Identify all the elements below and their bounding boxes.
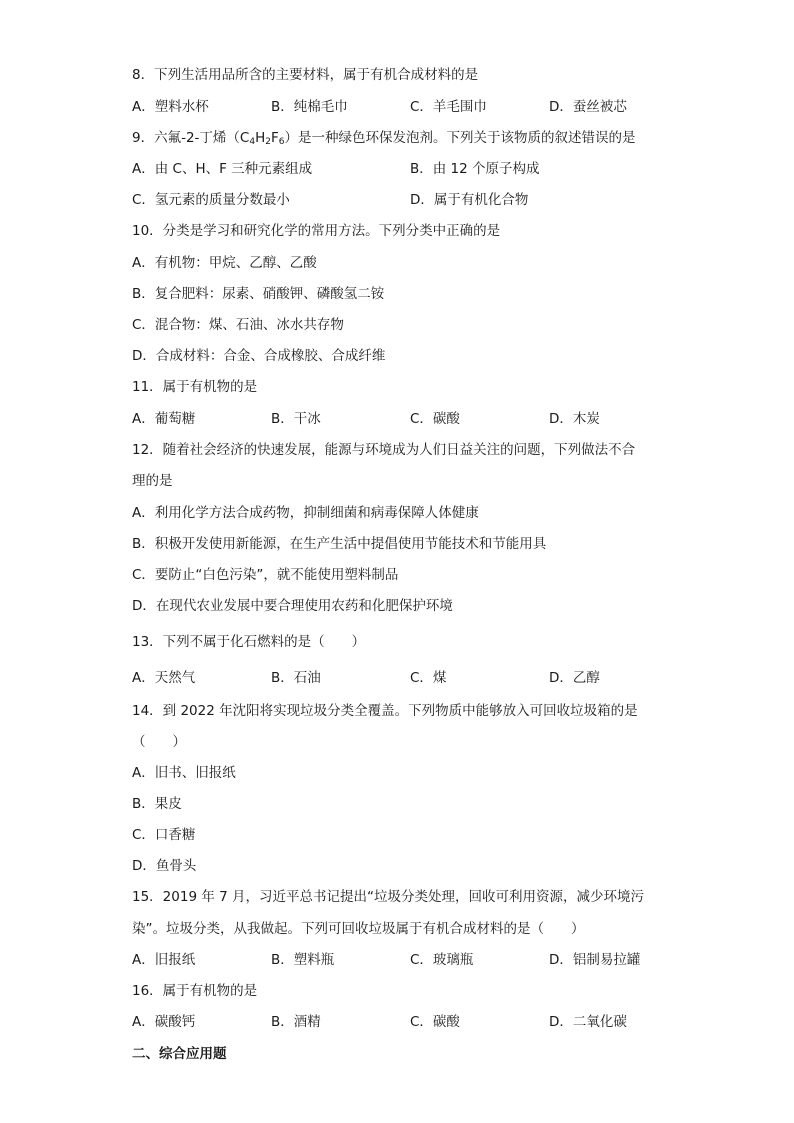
question-14-option-a: A．旧书、旧报纸: [132, 765, 236, 781]
question-15-stem-line-2: 染”。垃圾分类，从我做起。下列可回收垃圾属于有机合成材料的是（ ）: [132, 921, 585, 937]
question-13-option-a: A．天然气: [132, 670, 196, 686]
question-8-option-c: C．羊毛围巾: [410, 99, 487, 115]
question-9-option-d: D．属于有机化合物: [410, 192, 529, 208]
section-heading: 二、综合应用题: [132, 1046, 227, 1062]
question-14-option-c: C．口香糖: [132, 827, 196, 843]
question-8-stem: 8．下列生活用品所含的主要材料，属于有机合成材料的是: [132, 67, 479, 83]
question-12-option-b: B．积极开发使用新能源，在生产生活中提倡使用节能技术和节能用具: [132, 536, 547, 552]
question-15-option-d: D．铝制易拉罐: [549, 952, 641, 968]
question-14-option-b: B．果皮: [132, 796, 182, 812]
question-15-option-b: B．塑料瓶: [271, 952, 335, 968]
question-8-option-a: A．塑料水杯: [132, 99, 209, 115]
question-11-option-b: B．干冰: [271, 411, 321, 427]
question-14-stem-line-2: （ ）: [132, 734, 186, 750]
question-13-stem: 13．下列不属于化石燃料的是（ ）: [132, 634, 366, 650]
question-11-option-a: A．葡萄糖: [132, 411, 196, 427]
question-11-option-c: C．碳酸: [410, 411, 460, 427]
question-10-option-b: B．复合肥料：尿素、硝酸钾、磷酸氢二铵: [132, 286, 385, 302]
question-14-stem-line-1: 14．到 2022 年沈阳将实现垃圾分类全覆盖。下列物质中能够放入可回收垃圾箱的是: [132, 703, 638, 719]
question-16-option-a: A．碳酸钙: [132, 1014, 196, 1030]
question-8-option-d: D．蚕丝被芯: [549, 99, 627, 115]
question-13-option-c: C．煤: [410, 670, 447, 686]
question-11-stem: 11．属于有机物的是: [132, 379, 258, 395]
question-15-option-c: C．玻璃瓶: [410, 952, 474, 968]
question-9-option-a: A．由 C、H、F 三种元素组成: [132, 161, 313, 177]
question-9-stem: 9．六氟-2-丁烯$(C_4H_2F_6)$是一种绿色环保发泡剂。下列关于该物质的叙述错误的是: [132, 130, 636, 147]
question-16-option-b: B．酒精: [271, 1014, 321, 1030]
question-13-option-b: B．石油: [271, 670, 321, 686]
question-9-option-b: B．由 12 个原子构成: [410, 161, 540, 177]
question-10-option-c: C．混合物：煤、石油、冰水共存物: [132, 317, 344, 333]
question-16-stem: 16．属于有机物的是: [132, 983, 258, 999]
question-16-option-c: C．碳酸: [410, 1014, 460, 1030]
question-9-option-c: C．氢元素的质量分数最小: [132, 192, 290, 208]
question-16-option-d: D．二氧化碳: [549, 1014, 627, 1030]
question-12-stem-line-1: 12．随着社会经济的快速发展，能源与环境成为人们日益关注的问题，下列做法不合: [132, 442, 636, 458]
question-15-stem-line-1: 15．2019 年 7 月，习近平总书记提出“垃圾分类处理，回收可利用资源，减少环境污: [132, 889, 644, 905]
question-11-option-d: D．木炭: [549, 411, 600, 427]
question-15-option-a: A．旧报纸: [132, 952, 196, 968]
question-12-stem-line-2: 理的是: [132, 473, 173, 489]
question-12-option-d: D．在现代农业发展中要合理使用农药和化肥保护环境: [132, 598, 453, 614]
question-10-stem: 10．分类是学习和研究化学的常用方法。下列分类中正确的是: [132, 223, 501, 239]
question-13-option-d: D．乙醇: [549, 670, 600, 686]
question-8-option-b: B．纯棉毛巾: [271, 99, 348, 115]
question-10-option-a: A．有机物：甲烷、乙醇、乙酸: [132, 255, 317, 271]
question-14-option-d: D．鱼骨头: [132, 858, 197, 874]
question-12-option-c: C．要防止“白色污染”，就不能使用塑料制品: [132, 567, 399, 583]
question-10-option-d: D．合成材料：合金、合成橡胶、合成纤维: [132, 348, 386, 364]
question-12-option-a: A．利用化学方法合成药物，抑制细菌和病毒保障人体健康: [132, 505, 479, 521]
